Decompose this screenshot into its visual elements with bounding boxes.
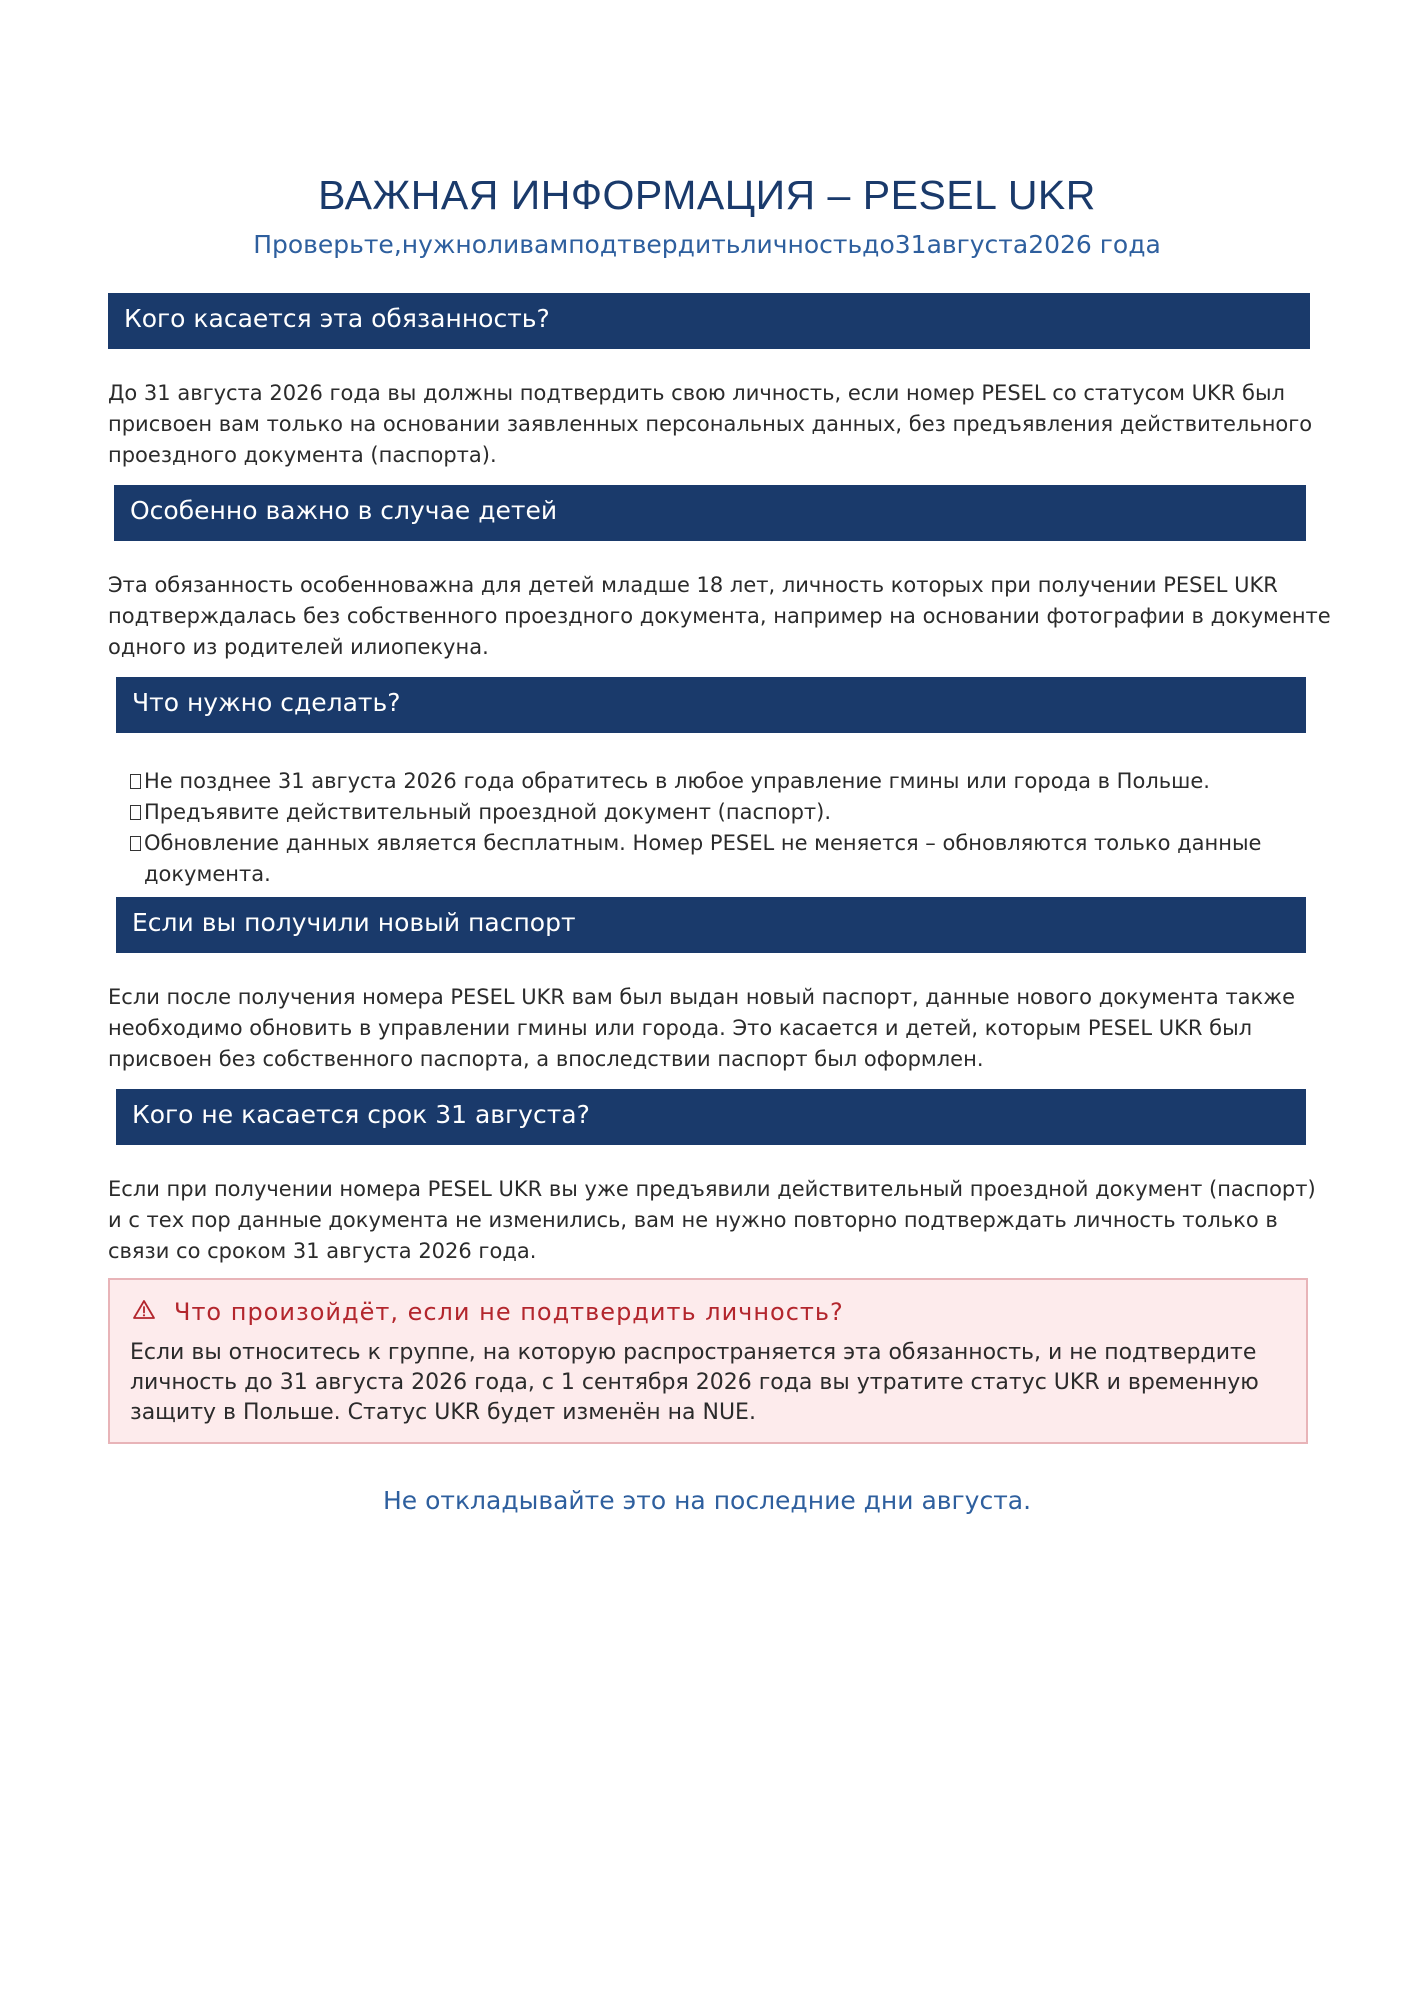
section-text-who: До 31 августа 2026 года вы должны подтвердить свою личность, если номер PESEL со статусом UKR был присвоен вам только на основании заявленных персональных данных, без предъявления действительного проездного документа (паспорта).: [108, 381, 1313, 467]
list-item: [130, 797, 1310, 828]
list-item-text: Не позднее 31 августа 2026 года обратитесь в любое управление гмины или города в Польше.: [144, 769, 1210, 793]
warning-triangle-icon: [132, 1298, 156, 1322]
checkbox-glyph-icon: [130, 836, 141, 851]
footer-note: Не откладывайте это на последние дни августа.: [382, 1486, 1032, 1515]
list-item: [130, 828, 1310, 890]
section-text-not-affected: Если при получении номера PESEL UKR вы уже предъявили действительный проездной документ (паспорт) и с тех пор данные документа не изменились, вам не нужно повторно подтверждать личность только в связи со сроком 31 августа 2026 года.: [108, 1177, 1316, 1263]
checkbox-glyph-icon: [130, 774, 141, 789]
warning-title: Что произойдёт, если не подтвердить личность?: [174, 1298, 844, 1326]
document-subtitle: Проверьте,нужноливамподтвердитьличностьдо31августа2026 года: [253, 230, 1161, 259]
list-item: [130, 766, 1310, 797]
document-title: ВАЖНАЯ ИНФОРМАЦИЯ – PESEL UKR: [318, 172, 1096, 218]
list-item-text: Обновление данных является бесплатным. Номер PESEL не меняется – обновляются только данные документа.: [144, 831, 1262, 886]
section-heading-new-passport: Если вы получили новый паспорт: [116, 897, 1306, 953]
warning-text: Если вы относитесь к группе, на которую распространяется эта обязанность, и не подтвердите личность до 31 августа 2026 года, с 1 сентября 2026 года вы утратите статус UKR и временную защиту в Польше. Статус UKR будет изменён на NUE.: [130, 1340, 1259, 1425]
section-heading-who: Кого касается эта обязанность?: [108, 293, 1310, 349]
section-text-new-passport: Если после получения номера PESEL UKR вам был выдан новый паспорт, данные нового документа также необходимо обновить в управлении гмины или города. Это касается и детей, которым PESEL UKR был присвоен без собственного паспорта, а впоследствии паспорт был оформлен.: [108, 985, 1296, 1071]
checkbox-glyph-icon: [130, 805, 141, 820]
section-text-children: Эта обязанность особенноважна для детей младше 18 лет, личность которых при получении PESEL UKR подтверждалась без собственного проездного документа, например на основании фотографии в документе одного из родителей илиопекуна.: [108, 573, 1331, 659]
action-list: [130, 766, 1310, 890]
list-item-text: Предъявите действительный проездной документ (паспорт).: [144, 800, 832, 824]
section-heading-not-affected: Кого не касается срок 31 августа?: [116, 1089, 1306, 1145]
warning-box: [108, 1278, 1308, 1444]
section-heading-children: Особенно важно в случае детей: [114, 485, 1306, 541]
section-heading-what-to-do: Что нужно сделать?: [116, 677, 1306, 733]
